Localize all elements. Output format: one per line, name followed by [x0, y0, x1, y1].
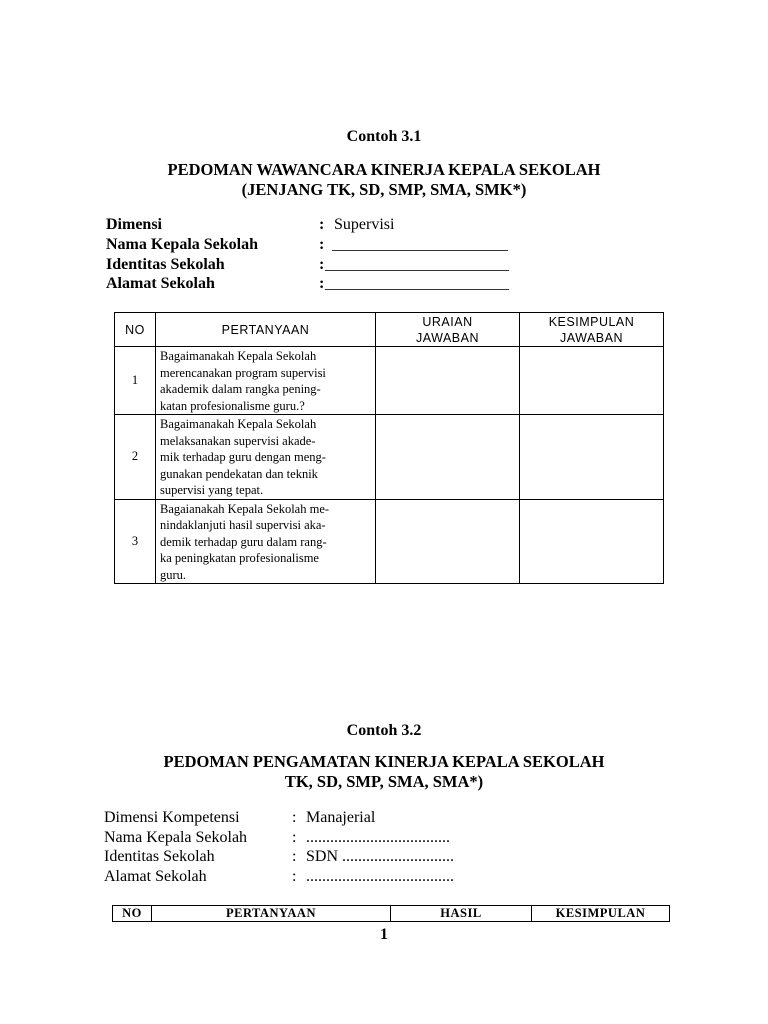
section2-fields	[104, 809, 604, 889]
row-number: 2	[115, 415, 156, 500]
table-row	[115, 415, 664, 500]
field-colon: :	[319, 256, 325, 273]
field-label: Nama Kepala Sekolah	[106, 236, 259, 253]
answer-cell	[376, 499, 520, 584]
header-kesimpulan-jawaban: KESIMPULAN JAWABAN	[520, 313, 664, 347]
header-uraian-jawaban: URAIAN JAWABAN	[376, 313, 520, 347]
question-line: ka peningkatan profesionalisme	[160, 551, 319, 565]
section1-contoh-heading: Contoh 3.1	[346, 128, 422, 145]
answer-cell	[376, 347, 520, 415]
question-line: Bagaimanakah Kepala Sekolah	[160, 417, 317, 431]
question-cell	[156, 415, 376, 500]
conclusion-cell	[520, 415, 664, 500]
field-label: Alamat Sekolah	[106, 275, 215, 292]
table-row	[115, 347, 664, 415]
table-header-row	[113, 906, 670, 922]
conclusion-cell	[520, 347, 664, 415]
header-pertanyaan: PERTANYAAN	[156, 313, 376, 347]
field-value: ....................................	[306, 829, 450, 846]
question-cell	[156, 499, 376, 584]
field-label: Identitas Sekolah	[106, 256, 225, 273]
field-value: Supervisi	[334, 216, 395, 233]
field-colon: :	[292, 829, 297, 846]
header-pertanyaan: PERTANYAAN	[152, 906, 391, 922]
section1-title-line2: (JENJANG TK, SD, SMP, SMA, SMK*)	[241, 180, 527, 199]
field-value: _______________________	[325, 256, 509, 273]
section1-title-line1: PEDOMAN WAWANCARA KINERJA KEPALA SEKOLAH	[167, 160, 601, 179]
section2-title-line1: PEDOMAN PENGAMATAN KINERJA KEPALA SEKOLAH	[163, 752, 605, 771]
question-line: mik terhadap guru dengan meng-	[160, 450, 326, 464]
question-line: katan profesionalisme guru.?	[160, 398, 305, 413]
question-line: nindaklanjuti hasil supervisi aka-	[160, 518, 326, 532]
row-number: 3	[115, 499, 156, 584]
field-colon: :	[319, 275, 325, 292]
field-colon: :	[292, 848, 297, 865]
field-value: .....................................	[306, 868, 454, 885]
field-colon: :	[319, 236, 325, 253]
header-hasil: HASIL	[391, 906, 532, 922]
section2-observation-table	[112, 905, 670, 922]
table-header-row	[115, 313, 664, 347]
section2-contoh-heading: Contoh 3.2	[346, 722, 422, 739]
table-row	[115, 499, 664, 584]
field-label: Identitas Sekolah	[104, 848, 215, 865]
header-no: NO	[115, 313, 156, 347]
field-label: Alamat Sekolah	[104, 868, 207, 885]
conclusion-cell	[520, 499, 664, 584]
field-label: Dimensi Kompetensi	[104, 809, 240, 826]
question-line: merencanakan program supervisi	[160, 365, 326, 380]
section1-fields	[106, 216, 606, 296]
section1-interview-table	[114, 312, 664, 584]
question-line: akademik dalam rangka pening-	[160, 382, 321, 396]
question-line: demik terhadap guru dalam rang-	[160, 534, 327, 549]
question-line: supervisi yang tepat.	[160, 483, 264, 497]
field-value: ______________________	[332, 236, 508, 253]
section2-title-line2: TK, SD, SMP, SMA, SMA*)	[284, 772, 484, 791]
field-value: _______________________	[325, 275, 509, 292]
question-line: Bagaimanakah Kepala Sekolah	[160, 349, 317, 363]
header-kesimpulan: KESIMPULAN	[532, 906, 670, 922]
page-number: 1	[380, 926, 388, 943]
field-colon: :	[292, 809, 297, 826]
question-cell	[156, 347, 376, 415]
field-label: Dimensi	[106, 216, 162, 233]
row-number: 1	[115, 347, 156, 415]
header-no: NO	[113, 906, 152, 922]
field-value: SDN ............................	[306, 848, 455, 865]
question-line: melaksanakan supervisi akade-	[160, 433, 316, 448]
answer-cell	[376, 415, 520, 500]
question-line: guru.	[160, 567, 187, 582]
question-line: Bagaianakah Kepala Sekolah me-	[160, 501, 330, 516]
question-line: gunakan pendekatan dan teknik	[160, 466, 318, 481]
field-label: Nama Kepala Sekolah	[104, 829, 248, 846]
field-colon: :	[292, 868, 297, 885]
field-value: Manajerial	[306, 809, 376, 826]
field-colon: :	[319, 216, 325, 233]
